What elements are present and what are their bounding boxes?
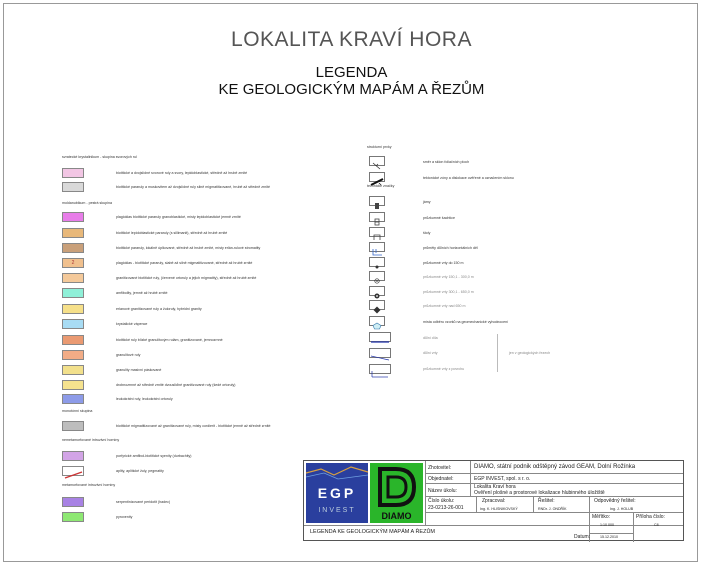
tb-divider	[425, 461, 426, 525]
legend-item-label: biotitické pararuly, lokálně úplkované, středně až hrubě zrnité, místy erlán-rulové stromatity	[116, 246, 261, 250]
borehole-deep-icon	[369, 286, 385, 296]
legend-item-label: biotitické ruly blízké granulitovým rulám, granitizované, jemnozrnné	[116, 338, 223, 342]
legend-item-label: plagioklas biotitické pararuly granoblastické, místy lepidoblastické jemně zrnité	[116, 215, 241, 219]
tb-divider	[470, 461, 471, 496]
zpracoval-label: Zpracoval:	[482, 498, 506, 504]
adit-icon	[369, 227, 385, 237]
odpovedny-value: Ing. J. HOLUB	[610, 507, 634, 511]
legend-swatch	[62, 512, 84, 522]
legend-swatch	[62, 497, 84, 507]
legend-item-label: tektonické zóny a dislokace ověřené a označením sklonu	[423, 176, 514, 180]
tb-divider	[304, 525, 683, 526]
legend-item-label: průzkumné vrty 300,1 - 650,0 m	[423, 290, 474, 294]
legend-item-label: průzkumné vrty nad 650 m	[423, 304, 466, 308]
dike-line-icon	[63, 470, 85, 480]
legend-heading-line1: LEGENDA	[315, 64, 388, 81]
doc-title: LEGENDA KE GEOLOGICKÝM MAPÁM A ŘEZŮM	[310, 529, 436, 535]
legend-swatch	[62, 394, 84, 404]
legend-item-label: porfyrické amfibol-biotitické syenity (durbachity)	[116, 454, 192, 458]
legend-item-label: biotitické lepidoblastické pararuly (s sillimanit), středně až hrubě zrnité	[116, 231, 228, 235]
legend-swatch	[62, 212, 84, 222]
legend-swatch	[62, 466, 84, 476]
legend-swatch	[62, 350, 84, 360]
tb-divider	[425, 473, 683, 474]
legend-item-label: štoly	[423, 231, 431, 235]
diamo-logo-text: DIAMO	[381, 511, 412, 521]
legend-item-label: důlní díla	[423, 336, 438, 340]
tb-divider	[589, 533, 633, 534]
legend-swatch	[62, 319, 84, 329]
legend-swatch	[62, 421, 84, 431]
legend-item-label: průzkumné vrty do 150 m	[423, 261, 464, 265]
legend-item-label: biotitické pararuly a muskovitem až dvojslídné ruly silně migmatitizované, hrubě až středně zrnité	[116, 185, 271, 189]
nazev-label: Název úkolu:	[428, 488, 457, 494]
objednatel-label: Objednatel:	[428, 476, 454, 482]
meritko-value: 1:10 000	[600, 523, 614, 527]
diamo-logo	[370, 463, 423, 523]
legend-heading	[0, 64, 703, 98]
group-label-svratecke: svratecké krystalinikum - skupina svorových rul	[62, 155, 137, 159]
group-label-metamorfovane: metamorfované intruzivní horniny	[62, 483, 116, 487]
legend-item-label: jámy	[423, 200, 431, 204]
legend-item-label: drobnozrnné až středně zrnité dvousliďné granitizované ruly (šedé ortoruly)	[116, 383, 236, 387]
legend-swatch	[62, 182, 84, 192]
shaft-icon	[369, 196, 385, 206]
legend-swatch	[62, 451, 84, 461]
tb-divider	[425, 483, 683, 484]
objednatel-value: EGP INVEST, spol. s r. o.	[474, 476, 531, 482]
legend-item-label: biotitické migmatitizované až granitizované ruly, místy cordierit - biotitické jemně až středně zrnité	[116, 424, 271, 428]
legend-item-label: pyroxenity	[116, 515, 133, 519]
legend-item-label: erlanové granitizované ruly a žuloruly, hybridní granity	[116, 307, 202, 311]
resitel-label: Řešitel:	[538, 498, 555, 504]
borehole-icon	[369, 257, 385, 267]
legend-item-label: aplity, aplitické žuly, pegmatity	[116, 469, 164, 473]
legend-swatch	[62, 273, 84, 283]
mine-drill-icon	[369, 348, 391, 358]
legend-item-label: leukokrátní ruly, leukokrátní ortoruly	[116, 397, 173, 401]
tb-divider	[425, 512, 683, 513]
legend-item-label: směr a sklon foliačních ploch	[423, 160, 470, 164]
tb-divider	[476, 496, 477, 512]
fault-icon	[369, 172, 385, 182]
egp-logo	[306, 463, 368, 523]
legend-item-label: biotitické a dvojslídné svorové ruly a svory, lepidoblastické, středně až hrubě zrnité	[116, 171, 248, 175]
swatch-mark: 2	[71, 260, 75, 266]
borehole-mid-icon	[369, 271, 385, 281]
tb-divider	[633, 512, 634, 542]
legend-swatch	[62, 335, 84, 345]
legend-item-label: krystalické vápence	[116, 322, 148, 326]
nazev-value2: Ověření plošné a prostorové lokalizace hlubinného úložiště	[474, 490, 605, 496]
title-block	[303, 460, 684, 541]
nazev-value1: Lokalita Kraví hora	[474, 484, 516, 490]
meritko-label: Měřítko:	[592, 514, 611, 520]
page-title: LOKALITA KRAVÍ HORA	[231, 28, 472, 51]
borehole-vdeep-icon	[369, 300, 385, 310]
group-label-monotonni: monotónní skupina	[62, 409, 93, 413]
legend-item-label: granitizované biotitické ruly, (červené ortoruly a jejich migmatity), středně až hrubě zrnité	[116, 276, 257, 280]
group-label-moldanubikum: moldanubikum - pestrá skupina	[62, 201, 112, 205]
zpracoval-value: Ing. K. HLISNIKOVSKÝ	[480, 507, 518, 511]
legend-item-label: důlní vrty	[423, 351, 438, 355]
legend-item-label: místa odběru vzorků na geomechanické vyhodnocení	[423, 320, 509, 324]
legend-heading-line2: KE GEOLOGICKÝM MAPÁM A ŘEZŮM	[218, 81, 485, 98]
group-label-nemetamorfovane: nemetamorfované intruzivní horniny	[62, 438, 120, 442]
tb-divider	[425, 496, 683, 497]
legend-item-label: granulity masivní páskované	[116, 368, 162, 372]
legend-item-label: průměty důlních horizontálních děl	[423, 246, 478, 250]
legend-item-label: granulitové ruly	[116, 353, 141, 357]
legend-swatch	[62, 228, 84, 238]
diamo-logo-graphic	[370, 463, 423, 511]
zhotovitel-label: Zhotovitel:	[428, 465, 452, 471]
egp-logo-text: EGP	[317, 485, 357, 501]
legend-swatch	[62, 258, 84, 268]
datum-value: 15.12.2010	[600, 535, 618, 539]
legend-item-label: průzkumné vrty 150,1 - 300,0 m	[423, 275, 474, 279]
legend-item-label: plagioklas - biotitické pararuly, slabě až silně migmatitizované, středně až hrubě zrnité	[116, 261, 253, 265]
legend-swatch	[62, 243, 84, 253]
projection-icon	[369, 242, 385, 252]
zhotovitel-value: DIAMO, státní podnik odštěpný závod GEAM, Dolní Rožínka	[474, 464, 636, 470]
priloha-value: C8	[654, 523, 659, 527]
tb-divider	[533, 496, 534, 512]
datum-label: Datum:	[574, 534, 591, 540]
bracket-line	[497, 334, 498, 372]
priloha-label: Příloha číslo:	[636, 514, 665, 520]
odpovedny-label: Odpovědný řešitel:	[594, 498, 636, 504]
resitel-value: RNDr. J. ONDŘÍK	[538, 507, 567, 511]
legend-swatch	[62, 304, 84, 314]
sample-icon	[369, 316, 385, 326]
surface-drill-icon	[369, 364, 391, 374]
legend-item-label: průzkumné šachtice	[423, 216, 455, 220]
mine-works-icon	[369, 332, 391, 342]
cislo-label: Číslo úkolu:	[428, 498, 455, 504]
legend-item-label: amfibolity, jemně až hrubě zrnité	[116, 291, 168, 295]
egp-logo-sub: INVEST	[318, 507, 356, 514]
group-label-strukturni: strukturní prvky	[367, 145, 392, 149]
pit-icon	[369, 212, 385, 222]
legend-swatch	[62, 380, 84, 390]
legend-item-label: serpentinizované peridotit (hadec)	[116, 500, 171, 504]
note-label: jen v geologických řezech	[509, 351, 551, 355]
group-label-technicke: technické značky	[367, 184, 395, 188]
legend-item-label: průzkumné vrty z povrchu	[423, 367, 465, 371]
legend-swatch	[62, 168, 84, 178]
cislo-value: 23-0213-26-001	[428, 505, 464, 511]
legend-swatch	[62, 365, 84, 375]
legend-swatch	[62, 288, 84, 298]
strike-dip-icon	[369, 156, 385, 166]
